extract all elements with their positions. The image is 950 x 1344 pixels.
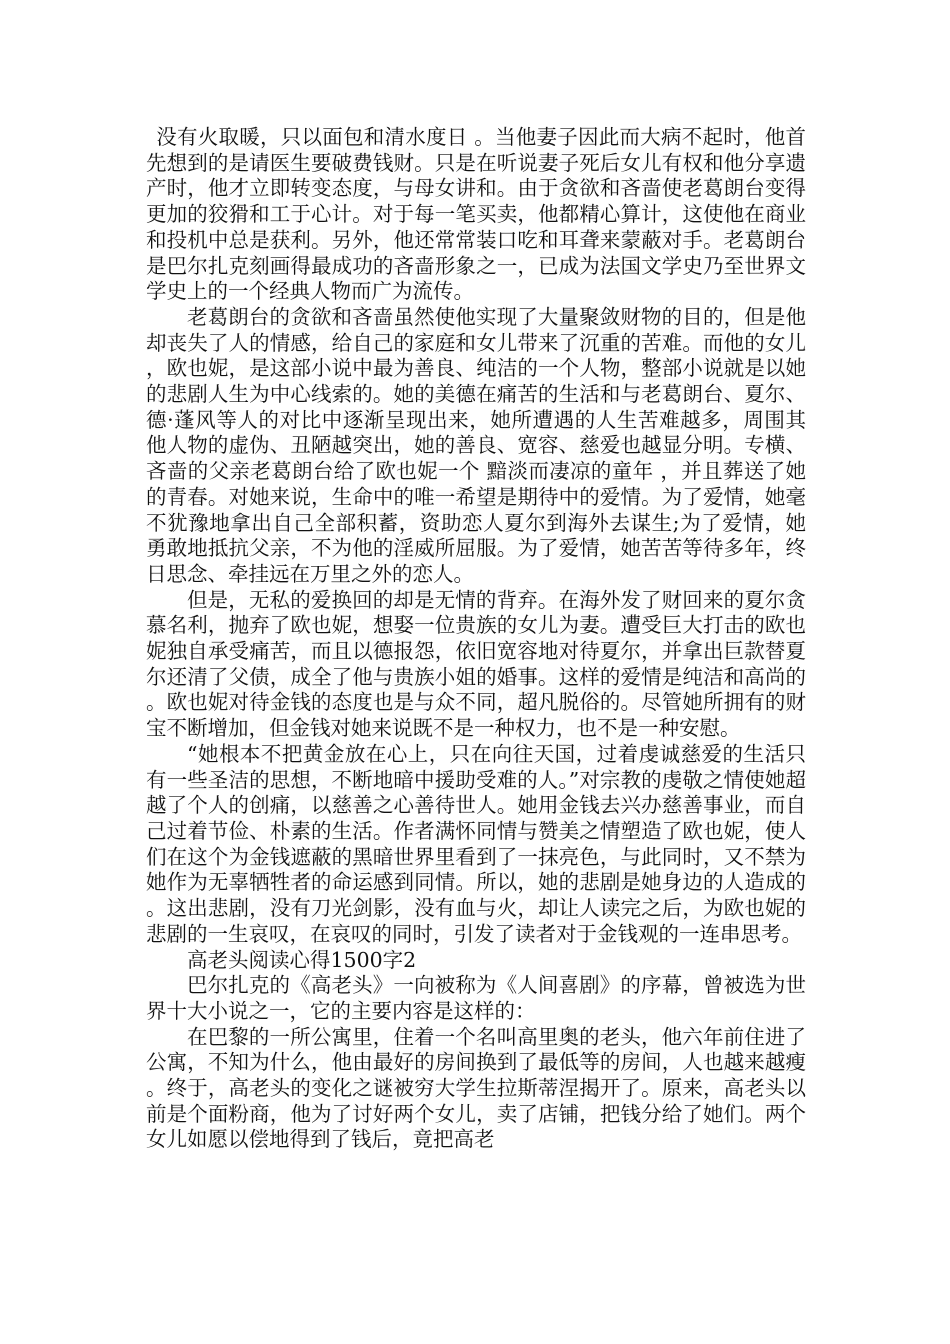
- paragraph-4: “她根本不把黄金放在心上，只在向往天国，过着虔诚慈爱的生活只有一些圣洁的思想，不断地暗中援助受难的人。”对宗教的虔敬之情使她超越了个人的创痛，以慈善之心善待世人。她用金钱去兴办慈善事业，而自己过着节俭、朴素的生活。作者满怀同情与赞美之情塑造了欧也妮，使人们在这个为金钱遮蔽的黑暗世界里看到了一抹亮色，与此同时，又不禁为她作为无辜牺牲者的命运感到同情。所以，她的悲剧是她身边的人造成的。这出悲剧，没有刀光剑影，没有血与火，却让人读完之后，为欧也妮的悲剧的一生哀叹，在哀叹的同时，引发了读者对于金钱观的一连串思考。: [146, 741, 806, 946]
- paragraph-1: 没有火取暖，只以面包和清水度日 。当他妻子因此而大病不起时，他首先想到的是请医生要破费钱财。只是在听说妻子死后女儿有权和他分享遗产时，他才立即转变态度，与母女讲和。由于贪欲和吝啬使老葛朗台变得更加的狡猾和工于心计。对于每一笔买卖，他都精心算计，这使他在商业和投机中总是获利。另外，他还常常装口吃和耳聋来蒙蔽对手。老葛朗台是巴尔扎克刻画得最成功的吝啬形象之一，已成为法国文学史乃至世界文学史上的一个经典人物而广为流传。: [146, 125, 806, 304]
- paragraph-5: 巴尔扎克的《高老头》一向被称为《人间喜剧》的序幕，曾被选为世界十大小说之一，它的主要内容是这样的：: [146, 973, 806, 1023]
- paragraph-2: 老葛朗台的贪欲和吝啬虽然使他实现了大量聚敛财物的目的，但是他却丧失了人的情感，给自己的家庭和女儿带来了沉重的苦难。而他的女儿，欧也妮，是这部小说中最为善良、纯洁的一个人物，整部小说就是以她的悲剧人生为中心线索的。她的美德在痛苦的生活和与老葛朗台、夏尔、德·蓬风等人的对比中逐渐呈现出来，她所遭遇的人生苦难越多，周围其他人物的虚伪、丑陋越突出，她的善良、宽容、慈爱也越显分明。专横、吝啬的父亲老葛朗台给了欧也妮一个 黯淡而凄凉的童年 ，并且葬送了她的青春。对她来说，生命中的唯一希望是期待中的爱情。为了爱情，她毫不犹豫地拿出自己全部积蓄，资助恋人夏尔到海外去谋生;为了爱情，她勇敢地抵抗父亲，不为他的淫威所屈服。为了爱情，她苦苦等待多年，终日思念、牵挂远在万里之外的恋人。: [146, 304, 806, 586]
- paragraph-6: 在巴黎的一所公寓里，住着一个名叫高里奥的老头，他六年前住进了公寓，不知为什么，他由最好的房间换到了最低等的房间，人也越来越瘦。终于，高老头的变化之谜被穷大学生拉斯蒂涅揭开了。原来，高老头以前是个面粉商，他为了讨好两个女儿，卖了店铺，把钱分给了她们。两个女儿如愿以偿地得到了钱后，竟把高老: [146, 1024, 806, 1152]
- paragraph-3: 但是，无私的爱换回的却是无情的背弃。在海外发了财回来的夏尔贪慕名利，抛弃了欧也妮，想娶一位贵族的女儿为妻。遭受巨大打击的欧也妮独自承受痛苦，而且以德报怨，依旧宽容地对待夏尔，并拿出巨款替夏尔还清了父债，成全了他与贵族小姐的婚事。这样的爱情是纯洁和高尚的。欧也妮对待金钱的态度也是与众不同，超凡脱俗的。尽管她所拥有的财宝不断增加，但金钱对她来说既不是一种权力，也不是一种安慰。: [146, 587, 806, 741]
- section-heading: 高老头阅读心得1500字2: [187, 947, 417, 972]
- document-body: [146, 125, 806, 1153]
